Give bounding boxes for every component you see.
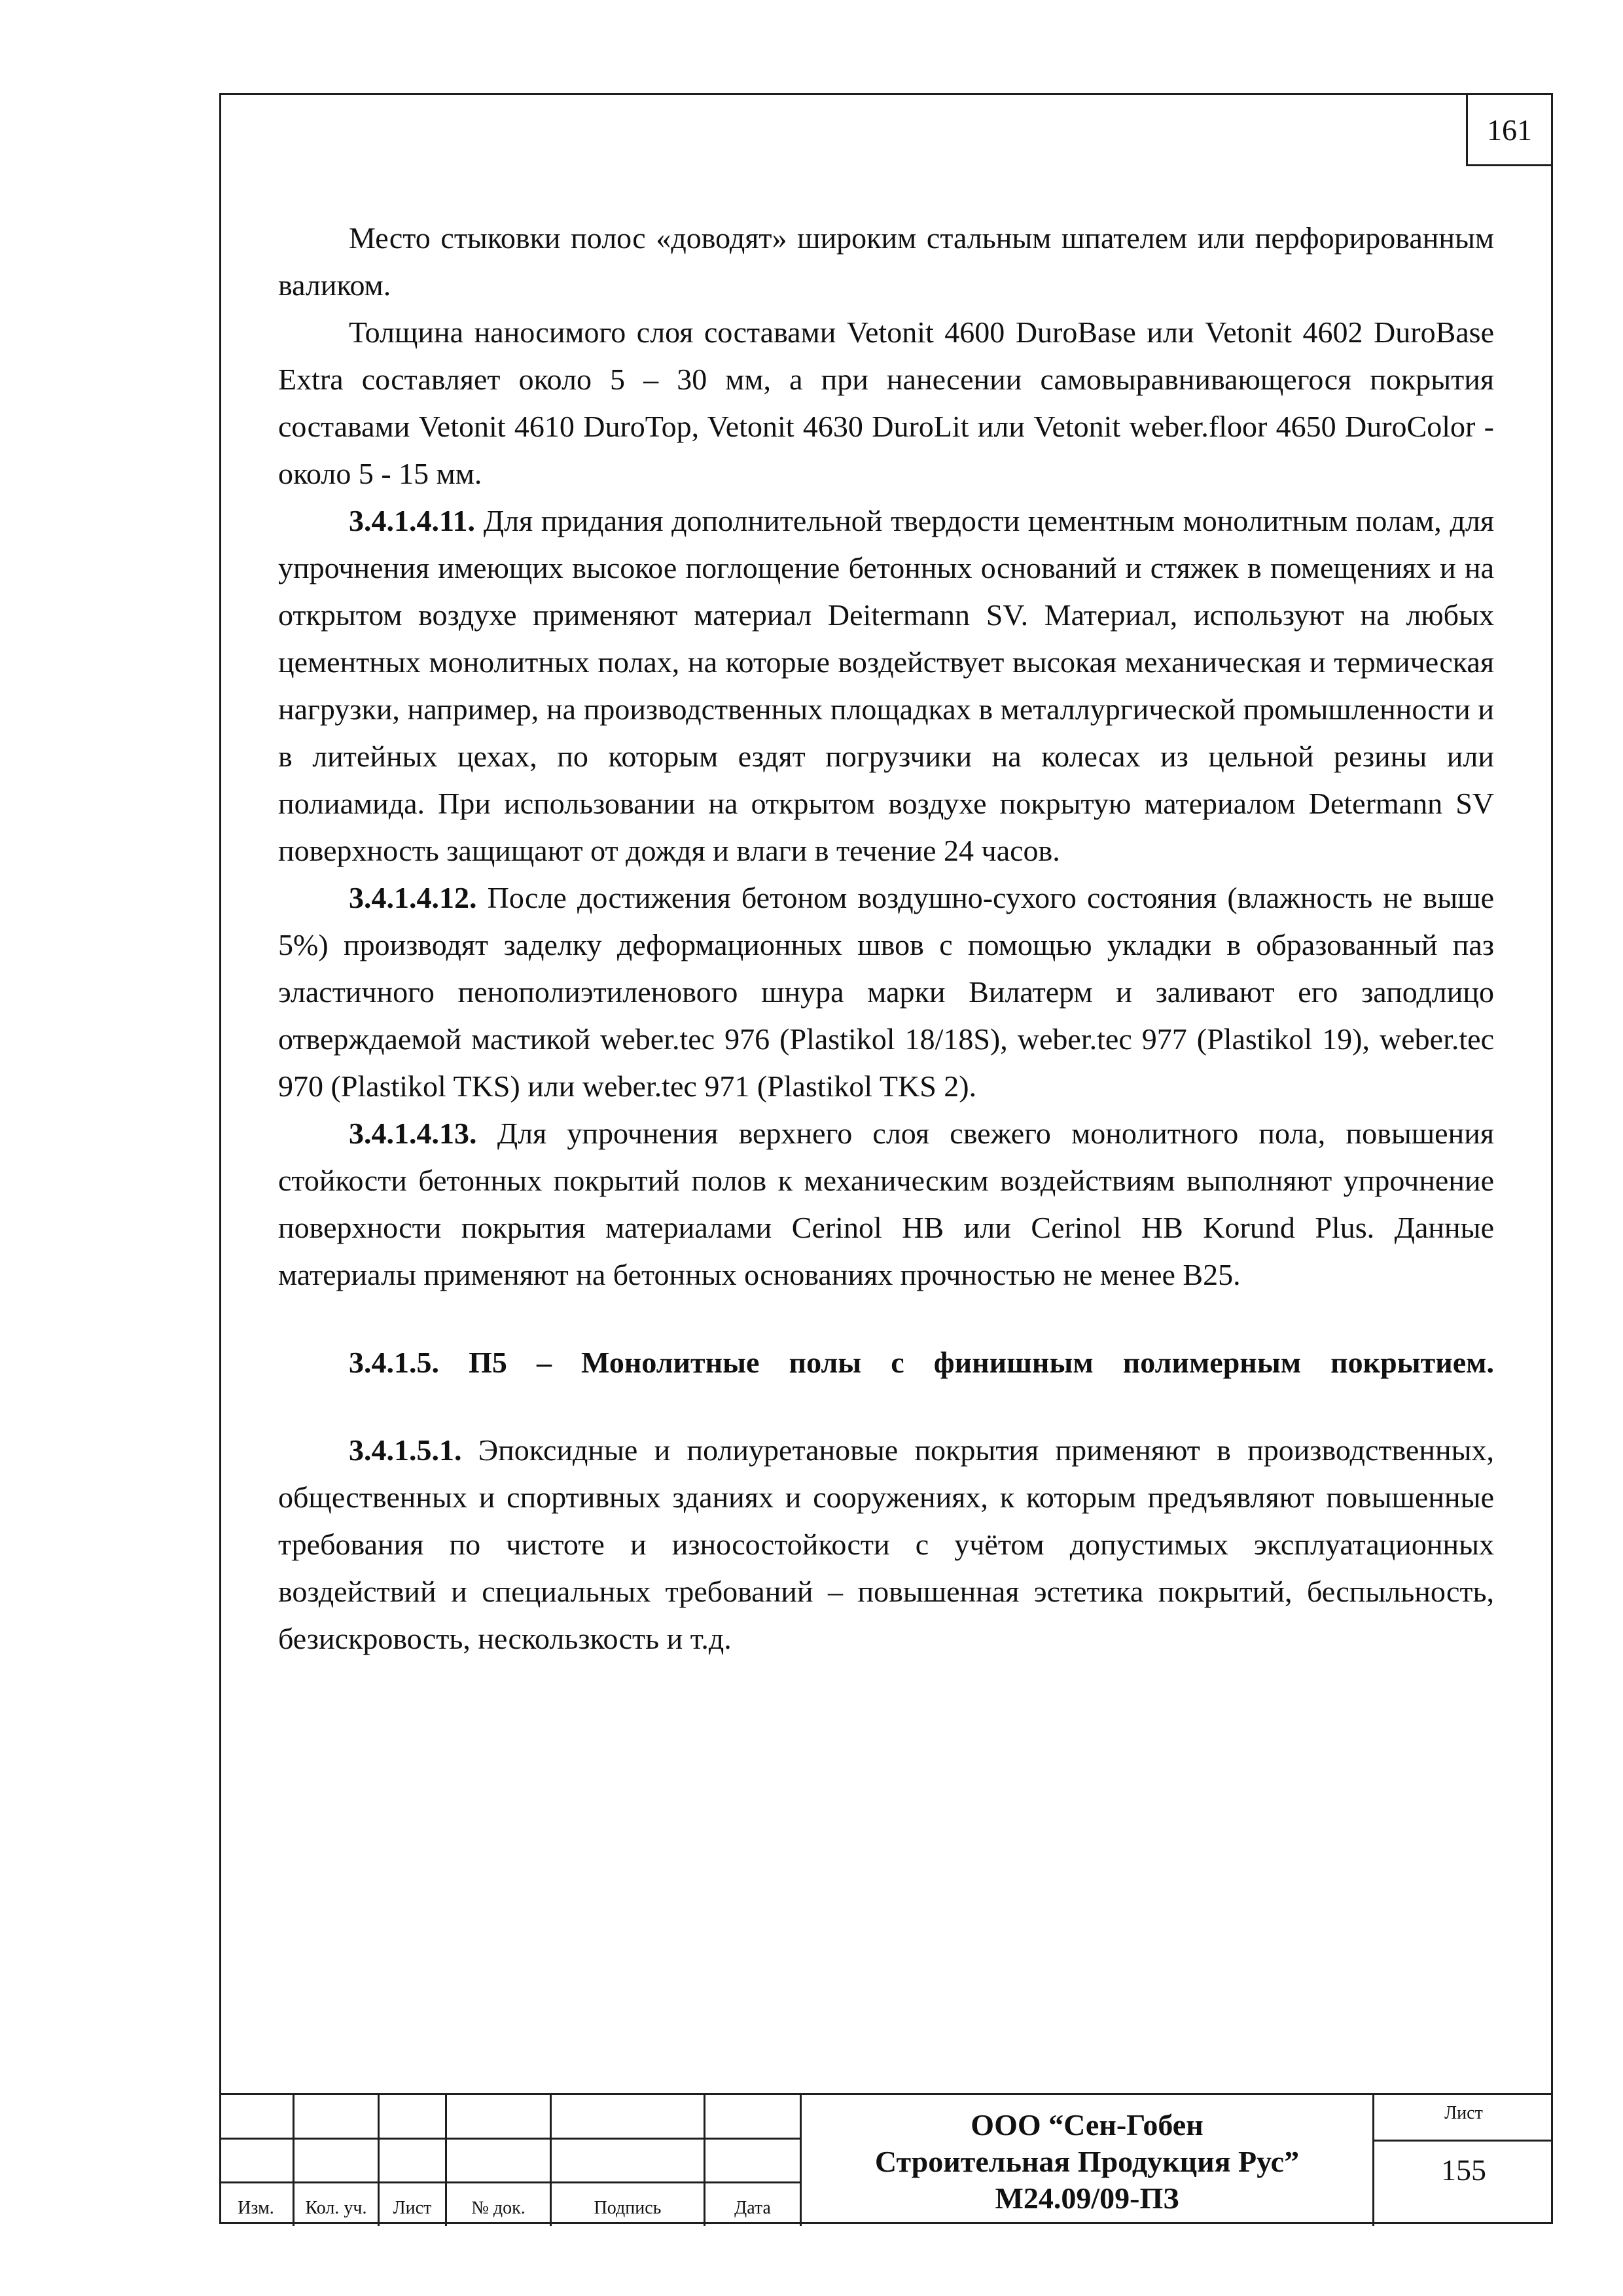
paragraph-text: После достижения бетоном воздушно-сухого состояния (влажность не выше 5%) производят заделку деформационных швов с помощью укладки в образованный паз эластичного пенополиэтиленового шнура марки Вилатерм и заливают его заподлицо отверждаемой мастикой weber.tec 976 (Plastikol 18/18S), weber.tec 977 (Plastikol 19), weber.tec 970 (Plastikol TKS) или weber.tec 971 (Plastikol TKS 2). [278, 881, 1494, 1103]
company-block [802, 2107, 1372, 2217]
document-body [278, 215, 1494, 1662]
paragraph-text: Для упрочнения верхнего слоя свежего монолитного пола, повышения стойкости бетонных покрытий полов к механическим воздействиям выполняют упрочнение поверхности покрытия материалами Cerinol HB или Cerinol HB Korund Plus. Данные материалы применяют на бетонных основаниях прочностью не менее B25. [278, 1117, 1494, 1291]
paragraph-seam-finishing [278, 215, 1494, 309]
title-block [219, 2093, 1553, 2224]
company-name-line1: ООО “Сен-Гобен [971, 2108, 1204, 2142]
clause-number: 3.4.1.5.1. [349, 1433, 462, 1467]
section-heading: 3.4.1.5. П5 – Монолитные полы с финишным полимерным покрытием. [349, 1346, 1494, 1379]
clause-number: 3.4.1.4.12. [349, 881, 477, 914]
sheet-cell-line [1372, 2140, 1553, 2142]
top-page-number: 161 [1466, 93, 1553, 166]
paragraph-3-4-1-4-11 [278, 497, 1494, 874]
col-label-count: Кол. уч. [305, 2198, 367, 2218]
paragraph-3-4-1-4-13 [278, 1110, 1494, 1299]
title-block-row-line [219, 2181, 800, 2183]
title-block-row-line [219, 2138, 800, 2140]
paragraph-3-4-1-4-12 [278, 874, 1494, 1110]
clause-number: 3.4.1.4.13. [349, 1117, 477, 1150]
col-label-signature: Подпись [594, 2198, 662, 2218]
document-code: М24.09/09-ПЗ [995, 2181, 1179, 2215]
col-label-date: Дата [734, 2198, 771, 2218]
paragraph-text: Толщина наносимого слоя составами Vetonit 4600 DuroBase или Vetonit 4602 DuroBase Extra составляет около 5 – 30 мм, а при нанесении самовыравнивающегося покрытия составами Vetonit 4610 DuroTop, Vetonit 4630 DuroLit или Vetonit weber.floor 4650 DuroColor - около 5 - 15 мм. [278, 315, 1494, 490]
sheet-number: 155 [1441, 2153, 1486, 2187]
paragraph-layer-thickness [278, 309, 1494, 497]
col-label-change: Изм. [238, 2198, 274, 2218]
sheet-label: Лист [1444, 2103, 1483, 2123]
clause-number: 3.4.1.4.11. [349, 504, 475, 537]
company-name-line2: Строительная Продукция Рус” [874, 2145, 1300, 2178]
col-label-doc-number: № док. [471, 2198, 526, 2218]
col-label-sheet: Лист [393, 2198, 432, 2218]
paragraph-text: Для придания дополнительной твердости цементным монолитным полам, для упрочнения имеющих высокое поглощение бетонных оснований и стяжек в помещениях и на открытом воздухе применяют материал Deitermann SV. Материал, используют на любых цементных монолитных полах, на которые воздействует высокая механическая и термическая нагрузки, например, на производственных площадках в металлургической промышленности и в литейных цехах, по которым ездят погрузчики на колесах из цельной резины или полиамида. При использовании на открытом воздухе покрытую материалом Determann SV поверхность защищают от дождя и влаги в течение 24 часов. [278, 504, 1494, 867]
paragraph-text: Место стыковки полос «доводят» широким стальным шпателем или перфорированным валиком. [278, 221, 1494, 302]
paragraph-text: Эпоксидные и полиуретановые покрытия применяют в производственных, общественных и спортивных зданиях и сооружениях, к которым предъявляют повышенные требования по чистоте и износостойкости с учётом допустимых эксплуатационных воздействий и специальных требований – повышенная эстетика покрытий, беспыльность, безискровость, нескользкость и т.д. [278, 1433, 1494, 1655]
paragraph-3-4-1-5-1 [278, 1427, 1494, 1662]
